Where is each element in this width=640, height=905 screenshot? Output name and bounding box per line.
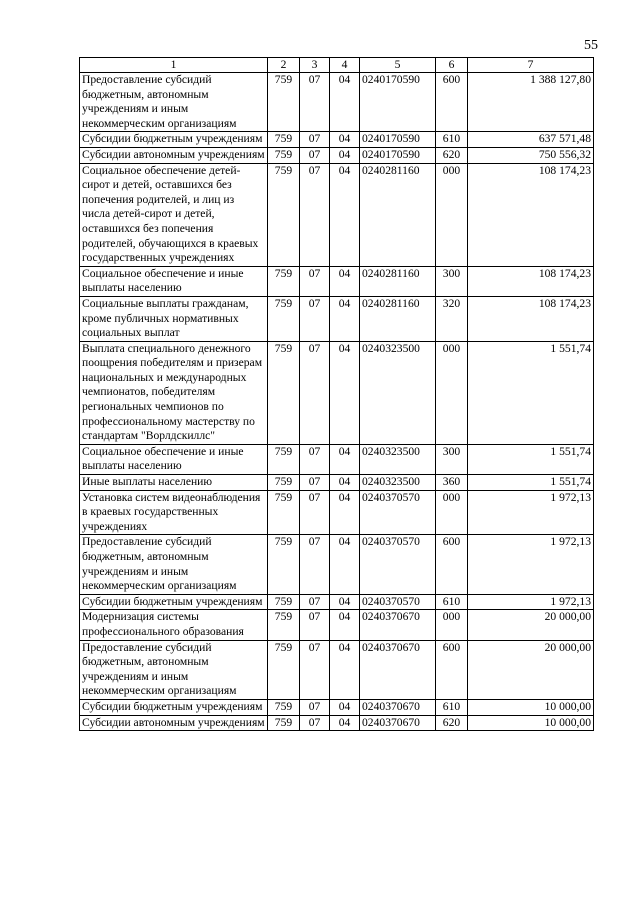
row-vr-cell: 000 xyxy=(436,341,468,444)
row-name-cell: Субсидии бюджетным учреждениям xyxy=(80,594,268,610)
row-csr-cell: 0240323500 xyxy=(360,444,436,474)
row-name-cell: Социальное обеспечение и иные выплаты населению xyxy=(80,266,268,296)
row-vr-cell: 620 xyxy=(436,147,468,163)
row-razdel-cell: 07 xyxy=(300,535,330,594)
column-header-7: 7 xyxy=(468,58,594,73)
row-name-cell: Социальные выплаты гражданам, кроме публичных нормативных социальных выплат xyxy=(80,296,268,341)
row-csr-cell: 0240370670 xyxy=(360,610,436,640)
row-ved-cell: 759 xyxy=(268,715,300,731)
row-razdel-cell: 07 xyxy=(300,610,330,640)
row-name-cell: Иные выплаты населению xyxy=(80,475,268,491)
row-razdel-cell: 07 xyxy=(300,73,330,132)
row-ved-cell: 759 xyxy=(268,699,300,715)
row-podrazdel-cell: 04 xyxy=(330,490,360,535)
row-ved-cell: 759 xyxy=(268,132,300,148)
row-csr-cell: 0240370570 xyxy=(360,594,436,610)
row-csr-cell: 0240170590 xyxy=(360,147,436,163)
row-name-cell: Субсидии бюджетным учреждениям xyxy=(80,132,268,148)
row-name-cell: Предоставление субсидий бюджетным, автономным учреждениям и иным некоммерческим организациям xyxy=(80,535,268,594)
row-podrazdel-cell: 04 xyxy=(330,640,360,699)
row-podrazdel-cell: 04 xyxy=(330,341,360,444)
row-podrazdel-cell: 04 xyxy=(330,699,360,715)
row-vr-cell: 610 xyxy=(436,699,468,715)
table-row xyxy=(80,147,594,163)
page-number: 55 xyxy=(584,38,598,53)
row-amount-cell: 1 551,74 xyxy=(468,341,594,444)
row-podrazdel-cell: 04 xyxy=(330,296,360,341)
table-body xyxy=(80,73,594,731)
row-podrazdel-cell: 04 xyxy=(330,715,360,731)
row-amount-cell: 108 174,23 xyxy=(468,163,594,266)
row-vr-cell: 000 xyxy=(436,610,468,640)
row-csr-cell: 0240281160 xyxy=(360,266,436,296)
row-podrazdel-cell: 04 xyxy=(330,132,360,148)
row-podrazdel-cell: 04 xyxy=(330,610,360,640)
row-razdel-cell: 07 xyxy=(300,699,330,715)
row-ved-cell: 759 xyxy=(268,610,300,640)
row-vr-cell: 610 xyxy=(436,132,468,148)
row-razdel-cell: 07 xyxy=(300,266,330,296)
row-razdel-cell: 07 xyxy=(300,163,330,266)
row-name-cell: Субсидии автономным учреждениям xyxy=(80,147,268,163)
row-podrazdel-cell: 04 xyxy=(330,73,360,132)
row-podrazdel-cell: 04 xyxy=(330,594,360,610)
row-razdel-cell: 07 xyxy=(300,640,330,699)
table-row xyxy=(80,490,594,535)
row-amount-cell: 20 000,00 xyxy=(468,610,594,640)
row-vr-cell: 300 xyxy=(436,266,468,296)
row-name-cell: Предоставление субсидий бюджетным, автономным учреждениям и иным некоммерческим организациям xyxy=(80,640,268,699)
row-vr-cell: 620 xyxy=(436,715,468,731)
row-csr-cell: 0240370570 xyxy=(360,490,436,535)
row-csr-cell: 0240323500 xyxy=(360,475,436,491)
row-amount-cell: 750 556,32 xyxy=(468,147,594,163)
table-row xyxy=(80,475,594,491)
table-row xyxy=(80,341,594,444)
row-amount-cell: 1 972,13 xyxy=(468,535,594,594)
table-row xyxy=(80,73,594,132)
row-razdel-cell: 07 xyxy=(300,444,330,474)
row-amount-cell: 10 000,00 xyxy=(468,699,594,715)
row-razdel-cell: 07 xyxy=(300,715,330,731)
column-header-1: 1 xyxy=(80,58,268,73)
row-csr-cell: 0240370670 xyxy=(360,715,436,731)
row-ved-cell: 759 xyxy=(268,73,300,132)
row-amount-cell: 1 972,13 xyxy=(468,594,594,610)
table-row xyxy=(80,132,594,148)
row-podrazdel-cell: 04 xyxy=(330,266,360,296)
row-ved-cell: 759 xyxy=(268,535,300,594)
column-header-4: 4 xyxy=(330,58,360,73)
row-vr-cell: 610 xyxy=(436,594,468,610)
row-name-cell: Предоставление субсидий бюджетным, автономным учреждениям и иным некоммерческим организациям xyxy=(80,73,268,132)
table-row xyxy=(80,640,594,699)
row-amount-cell: 637 571,48 xyxy=(468,132,594,148)
row-name-cell: Социальное обеспечение детей-сирот и детей, оставшихся без попечения родителей, и лиц из числа детей-сирот и детей, оставшихся без попечения родителей, обучающихся в краевых государственных учреждениях xyxy=(80,163,268,266)
row-name-cell: Установка систем видеонаблюдения в краевых государственных учреждениях xyxy=(80,490,268,535)
table-row xyxy=(80,715,594,731)
row-podrazdel-cell: 04 xyxy=(330,535,360,594)
row-vr-cell: 000 xyxy=(436,163,468,266)
row-name-cell: Субсидии бюджетным учреждениям xyxy=(80,699,268,715)
row-amount-cell: 1 972,13 xyxy=(468,490,594,535)
column-header-3: 3 xyxy=(300,58,330,73)
row-vr-cell: 360 xyxy=(436,475,468,491)
table-row xyxy=(80,444,594,474)
row-vr-cell: 600 xyxy=(436,640,468,699)
row-csr-cell: 0240370570 xyxy=(360,535,436,594)
row-amount-cell: 108 174,23 xyxy=(468,266,594,296)
column-header-5: 5 xyxy=(360,58,436,73)
row-amount-cell: 1 388 127,80 xyxy=(468,73,594,132)
row-vr-cell: 320 xyxy=(436,296,468,341)
row-ved-cell: 759 xyxy=(268,444,300,474)
row-csr-cell: 0240281160 xyxy=(360,296,436,341)
row-name-cell: Модернизация системы профессионального образования xyxy=(80,610,268,640)
row-amount-cell: 20 000,00 xyxy=(468,640,594,699)
table-row xyxy=(80,610,594,640)
row-razdel-cell: 07 xyxy=(300,475,330,491)
row-ved-cell: 759 xyxy=(268,266,300,296)
row-ved-cell: 759 xyxy=(268,594,300,610)
row-razdel-cell: 07 xyxy=(300,490,330,535)
row-vr-cell: 000 xyxy=(436,490,468,535)
row-csr-cell: 0240170590 xyxy=(360,132,436,148)
row-vr-cell: 300 xyxy=(436,444,468,474)
row-amount-cell: 1 551,74 xyxy=(468,475,594,491)
row-razdel-cell: 07 xyxy=(300,132,330,148)
table-row xyxy=(80,163,594,266)
table-row xyxy=(80,535,594,594)
row-razdel-cell: 07 xyxy=(300,594,330,610)
row-csr-cell: 0240370670 xyxy=(360,640,436,699)
row-ved-cell: 759 xyxy=(268,490,300,535)
row-amount-cell: 10 000,00 xyxy=(468,715,594,731)
column-header-2: 2 xyxy=(268,58,300,73)
row-vr-cell: 600 xyxy=(436,535,468,594)
table-row xyxy=(80,699,594,715)
row-name-cell: Социальное обеспечение и иные выплаты населению xyxy=(80,444,268,474)
row-name-cell: Выплата специального денежного поощрения победителям и призерам национальных и международных чемпионатов, победителям региональных чемпионов по профессиональному мастерству по стандартам "Ворлдскиллс" xyxy=(80,341,268,444)
row-ved-cell: 759 xyxy=(268,341,300,444)
row-podrazdel-cell: 04 xyxy=(330,163,360,266)
row-csr-cell: 0240170590 xyxy=(360,73,436,132)
column-header-6: 6 xyxy=(436,58,468,73)
table-row xyxy=(80,266,594,296)
row-razdel-cell: 07 xyxy=(300,296,330,341)
row-podrazdel-cell: 04 xyxy=(330,475,360,491)
row-name-cell: Субсидии автономным учреждениям xyxy=(80,715,268,731)
row-vr-cell: 600 xyxy=(436,73,468,132)
table-header-row xyxy=(80,58,594,73)
row-razdel-cell: 07 xyxy=(300,341,330,444)
row-podrazdel-cell: 04 xyxy=(330,147,360,163)
row-razdel-cell: 07 xyxy=(300,147,330,163)
row-csr-cell: 0240370670 xyxy=(360,699,436,715)
row-ved-cell: 759 xyxy=(268,640,300,699)
table-row xyxy=(80,594,594,610)
budget-table xyxy=(79,57,594,731)
row-csr-cell: 0240323500 xyxy=(360,341,436,444)
table-row xyxy=(80,296,594,341)
row-csr-cell: 0240281160 xyxy=(360,163,436,266)
row-amount-cell: 1 551,74 xyxy=(468,444,594,474)
row-podrazdel-cell: 04 xyxy=(330,444,360,474)
row-ved-cell: 759 xyxy=(268,163,300,266)
row-ved-cell: 759 xyxy=(268,475,300,491)
row-ved-cell: 759 xyxy=(268,296,300,341)
row-ved-cell: 759 xyxy=(268,147,300,163)
row-amount-cell: 108 174,23 xyxy=(468,296,594,341)
